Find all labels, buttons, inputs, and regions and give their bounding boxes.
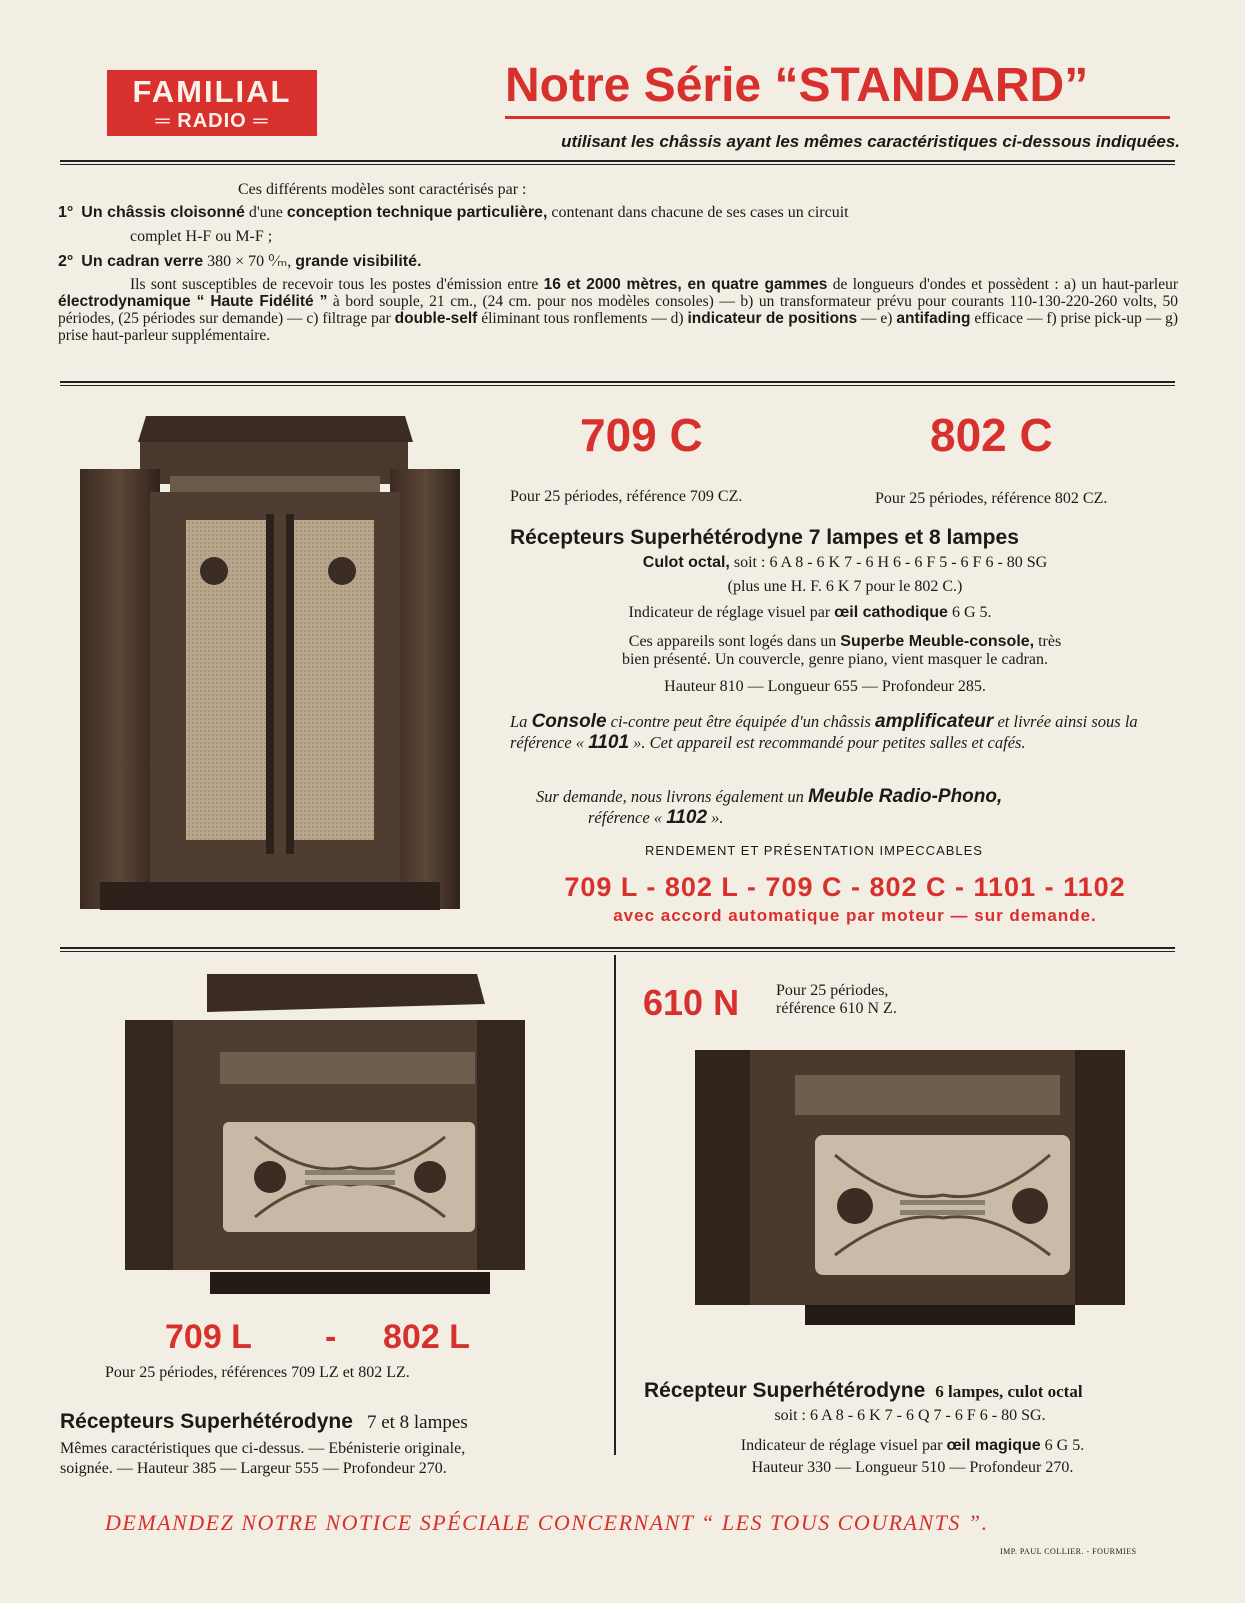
cabinet-text-2: très [1038,633,1062,650]
compact-heading-b: 6 lampes, culot octal [935,1382,1083,1401]
table-heading-b: 7 et 8 lampes [366,1412,468,1433]
tubes-label: Culot octal, [642,554,730,571]
ref-709lz-802lz: Pour 25 périodes, références 709 LZ et 802 LZ. [105,1364,410,1381]
feature-1-line-2: complet H-F ou M-F ; [130,228,273,245]
feature-2-num: 2° [58,253,74,270]
note1-d: amplificateur [875,711,994,732]
compact-ref-2: référence 610 N Z. [776,1000,897,1017]
model-709c: 709 C [580,409,703,461]
model-separator: - [325,1318,337,1356]
table-model-desc-1: Mêmes caractéristiques que ci-dessus. — Ebénisterie originale, [60,1440,466,1457]
cabinet-bold: Superbe Meuble-console, [840,633,1035,650]
console-dimensions: Hauteur 810 — Longueur 655 — Profondeur 285. [664,678,986,695]
range-note: avec accord automatique par moteur — sur demande. [613,906,1097,925]
table-heading-a: Récepteurs Superhétérodyne [60,1410,353,1433]
compact-tubes: soit : 6 A 8 - 6 K 7 - 6 Q 7 - 6 F 6 - 80 SG. [774,1407,1046,1424]
note2-e: ». [707,808,724,827]
note1-a: La [510,712,528,731]
feature-1-num: 1° [58,204,74,221]
table-model-desc-2: soignée. — Hauteur 385 — Largeur 555 — Profondeur 270. [60,1460,447,1477]
quality-statement: RENDEMENT ET PRÉSENTATION IMPECCABLES [645,843,983,858]
console-note-1 [510,711,1180,753]
console-tubes-note: (plus une H. F. 6 K 7 pour le 802 C.) [727,578,963,595]
para-p6: efficace — f) prise pick-up — g) prise haut-parleur supplémentaire. [58,310,1179,344]
compact-heading-a: Récepteur Superhétérodyne [644,1379,926,1402]
printer-credit: IMP. PAUL COLLIER. - FOURMIES [1000,1547,1137,1556]
note1-e: et [997,712,1010,731]
title-underline [505,116,1170,119]
feature-1-text-2: contenant dans chacune de ses cases un circuit [551,204,849,221]
compact-radio-image [695,1040,1125,1330]
feature-1-bold-1: Un châssis cloisonné [81,204,245,221]
feature-2 [58,251,1178,271]
familial-radio-logo [107,70,317,136]
divider-middle [60,381,1175,386]
feature-2-bold-1: Un cadran verre [81,253,204,270]
model-802c: 802 C [930,409,1053,461]
note2-b: Meuble Radio-Phono, [808,786,1003,807]
feature-2-text-1: 380 × 70 ⁰⁄ₘ, [207,253,292,270]
logo-line-2: ═ RADIO ═ [155,110,269,132]
compact-indicator [640,1437,1185,1455]
console-cabinet-line-2: bien présenté. Un couvercle, genre piano, vient masquer le cadran. [621,651,1049,668]
logo-line-1: FAMILIAL [132,74,292,109]
console-heading: Récepteurs Superhétérodyne 7 lampes et 8 lampes [510,526,1019,549]
features-paragraph [58,276,1178,344]
divider-top [60,160,1175,165]
note2-d: 1102 [666,807,708,828]
compact-ref-1: Pour 25 périodes, [776,982,889,999]
para-b1: 16 et 2000 mètres, en quatre gammes [543,276,828,293]
para-p4: éliminant tous ronflements — d) [481,310,684,327]
note1-c: ci-contre peut être équipée d'un châssis [610,712,871,731]
column-divider [614,955,616,1455]
compact-dimensions: Hauteur 330 — Longueur 510 — Profondeur 270. [751,1459,1074,1476]
indicator-tube: 6 G 5. [951,604,992,621]
tubes-list: soit : 6 A 8 - 6 K 7 - 6 H 6 - 6 F 5 - 6 F 6 - 80 SG [733,554,1048,571]
compact-heading [644,1379,1194,1403]
feature-1 [58,204,1178,222]
note1-h: ». Cet appareil est recommandé [629,733,844,752]
note2-a: Sur demande, nous livrons également un [536,787,804,806]
table-radio-image [125,972,525,1302]
console-note-2 [536,786,1176,828]
footer-notice: DEMANDEZ NOTRE NOTICE SPÉCIALE CONCERNANT “ LES TOUS COURANTS ”. [105,1510,989,1535]
model-610n: 610 N [643,982,740,1023]
model-709l: 709 L [165,1318,252,1356]
para-b2: électrodynamique “ Haute Fidélité ” [58,293,328,310]
para-p1: Ils sont susceptibles de recevoir tous les postes d'émission entre [130,276,539,293]
para-p2: de longueurs d'ondes et possèdent : a) un haut-parleur [832,276,1178,293]
compact-ref [776,982,897,1018]
indicator-bold: œil cathodique [834,604,948,621]
console-tubes [510,554,1180,572]
note2-c: référence « [588,808,667,827]
compact-indicator-bold: œil magique [946,1437,1041,1454]
console-cabinet [510,633,1180,651]
compact-indicator-text: Indicateur de réglage visuel par [740,1437,943,1454]
feature-1-bold-2: conception technique particulière, [286,204,548,221]
note1-g: 1101 [588,732,630,753]
console-radio-image [80,414,460,934]
page-subtitle: utilisant les châssis ayant les mêmes caractéristiques ci-dessous indiquées. [561,132,1180,151]
para-b4: indicateur de positions [687,310,858,327]
divider-lower [60,947,1175,952]
note1-b: Console [531,711,607,732]
page-title: Notre Série “STANDARD” [505,59,1089,112]
indicator-text: Indicateur de réglage visuel par [628,604,831,621]
cabinet-text-1: Ces appareils sont logés dans un [628,633,837,650]
range-models: 709 L - 802 L - 709 C - 802 C - 1101 - 1102 [564,872,1126,902]
model-802l: 802 L [383,1318,470,1356]
intro-text: Ces différents modèles sont caractérisés par : [238,181,527,198]
compact-indicator-tube: 6 G 5. [1044,1437,1085,1454]
ref-709cz: Pour 25 périodes, référence 709 CZ. [510,488,743,505]
para-p3: à bord souple, 21 cm., (24 cm. pour nos modèles consoles) — b) un transformateur prévu pour courants 110-130-220-260 volts, 50 périodes, (25 périodes sur demande) — c) filtrage par [58,293,1178,327]
table-model-heading [60,1410,620,1434]
para-b3: double-self [394,310,478,327]
ref-802cz: Pour 25 périodes, référence 802 CZ. [875,490,1108,507]
para-p5: — e) [861,310,893,327]
console-indicator [510,604,1110,622]
feature-1-text-1: d'une [248,204,283,221]
para-b5: antifading [896,310,971,327]
note1-f: livrée ainsi sous la référence « [510,712,1138,752]
note1-i: pour petites salles et cafés. [847,733,1026,752]
feature-2-bold-2: grande visibilité. [295,253,422,270]
